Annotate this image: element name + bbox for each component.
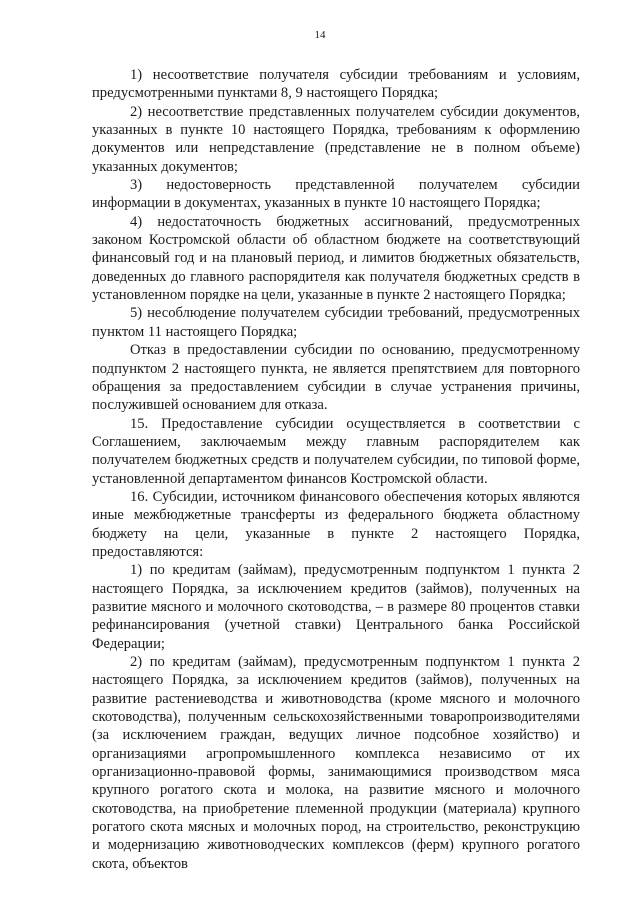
document-body xyxy=(92,66,580,873)
paragraph-subitem-4: 4) недостаточность бюджетных ассигнований, предусмотренных законом Костромской области об областном бюджете на соответствующий финансовый год и на плановый период, и лимитов бюджетных обязательств, доведенных до главного распорядителя как получателя бюджетных средств в установленном порядке на цели, указанные в пункте 2 настоящего Порядка; xyxy=(92,213,580,304)
paragraph-clause-15: 15. Предоставление субсидии осуществляется в соответствии с Соглашением, заключаемым между главным распорядителем как получателем бюджетных средств и получателем субсидии, по типовой форме, установленной департаментом финансов Костромской области. xyxy=(92,415,580,487)
paragraph-clause-16: 16. Субсидии, источником финансового обеспечения которых являются иные межбюджетные трансферты из федерального бюджета областному бюджету на цели, указанные в пункте 2 настоящего Порядка, предоставляются: xyxy=(92,488,580,560)
paragraph-subitem-2: 2) несоответствие представленных получателем субсидии документов, указанных в пункте 10 настоящего Порядка, требованиям к оформлению документов или непредставление (представление не в полном объеме) указанных документов; xyxy=(92,103,580,175)
paragraph-clause-16-item-2: 2) по кредитам (займам), предусмотренным подпунктом 1 пункта 2 настоящего Порядка, за исключением кредитов (займов), полученных на развитие растениеводства и животноводства (кроме мясного и молочного скотоводства), полученным сельскохозяйственными товаропроизводителями (за исключением граждан, ведущих личное подсобное хозяйство) и организациями агропромышленного комплекса независимо от их организационно-правовой формы, занимающимися производством мяса крупного рогатого скота и молока, на развитие мясного и молочного скотоводства, на приобретение племенной продукции (материала) крупного рогатого скота мясных и молочных пород, на строительство, реконструкцию и модернизацию животноводческих комплексов (ферм) крупного рогатого скота, объектов xyxy=(92,654,580,872)
paragraph-refusal-note: Отказ в предоставлении субсидии по основанию, предусмотренному подпунктом 2 настоящего пункта, не является препятствием для повторного обращения за предоставлением субсидии в случае устранения причины, послужившей основанием для отказа. xyxy=(92,342,580,414)
paragraph-subitem-3: 3) недостоверность представленной получателем субсидии информации в документах, указанных в пункте 10 настоящего Порядка; xyxy=(92,177,580,212)
paragraph-clause-16-item-1: 1) по кредитам (займам), предусмотренным подпунктом 1 пункта 2 настоящего Порядка, за исключением кредитов (займов), полученных на развитие мясного и молочного скотоводства, – в размере 80 процентов ставки рефинансирования (учетной ставки) Центрального банка Российской Федерации; xyxy=(92,562,580,652)
page-number: 14 xyxy=(314,29,326,41)
paragraph-subitem-5: 5) несоблюдение получателем субсидии требований, предусмотренных пунктом 11 настоящего Порядка; xyxy=(92,305,580,340)
paragraph-subitem-1: 1) несоответствие получателя субсидии требованиям и условиям, предусмотренными пунктами 8, 9 настоящего Порядка; xyxy=(92,67,580,102)
